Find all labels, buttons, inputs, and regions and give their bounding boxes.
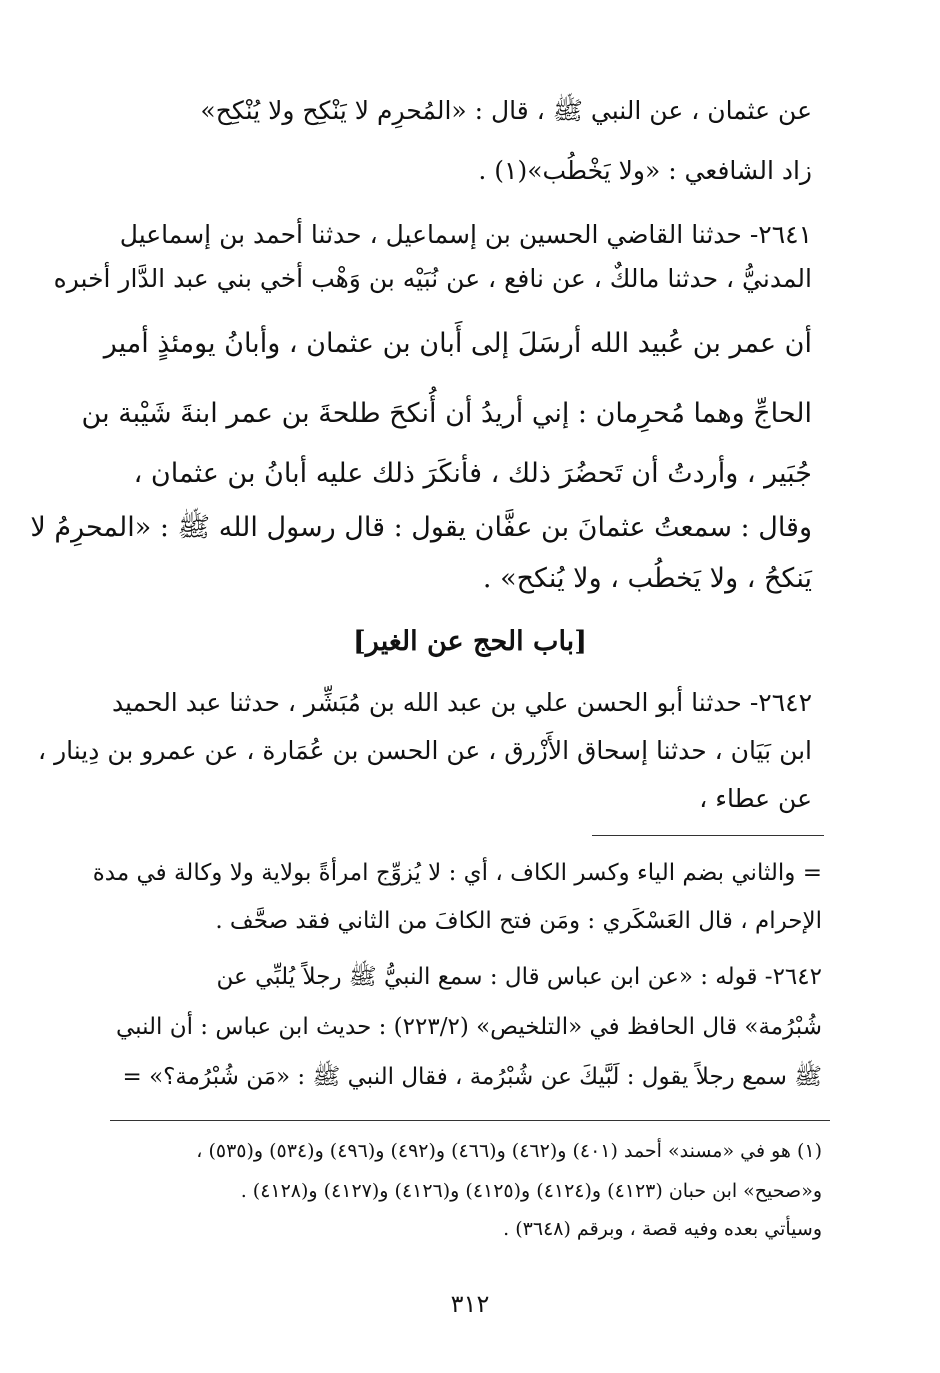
commentary-line: ﷺ سمع رجلاً يقول : لَبَّيكَ عن شُبْرُمة ، فقال النبي ﷺ : «مَن شُبْرُمة؟» = bbox=[122, 1064, 822, 1090]
text-line: الحاجِّ وهما مُحرِمان : إني أريدُ أن أُنكحَ طلحةَ بن عمر ابنةَ شَيْبة بن bbox=[81, 398, 812, 429]
text-line: جُبَير ، وأردتُ أن تَحضُرَ ذلك ، فأنكَرَ ذلك عليه أبانُ بن عثمان ، bbox=[133, 458, 812, 489]
text-line: عن عثمان ، عن النبي ﷺ ، قال : «المُحرِم لا يَنْكِح ولا يُنْكِح» bbox=[200, 96, 812, 125]
text-line: زاد الشافعي : «ولا يَخْطُب»(١) . bbox=[478, 156, 812, 185]
text-line: وقال : سمعتُ عثمانَ بن عفَّان يقول : قال رسول الله ﷺ : «المحرِمُ لا bbox=[30, 512, 812, 543]
hadith-2642-line: ٢٦٤٢- حدثنا أبو الحسن علي بن عبد الله بن مُبَشِّر ، حدثنا عبد الحميد bbox=[111, 688, 812, 717]
page-number: ٣١٢ bbox=[450, 1290, 490, 1318]
commentary-separator bbox=[592, 835, 824, 836]
footnote-line: وسيأتي بعده وفيه قصة ، وبرقم (٣٦٤٨) . bbox=[503, 1218, 822, 1240]
commentary-line: = والثاني بضم الياء وكسر الكاف ، أي : لا يُزوِّج امرأةً بولاية ولا وكالة في مدة bbox=[92, 860, 822, 886]
footnote-line: (١) هو في «مسند» أحمد (٤٠١) و(٤٦٢) و(٤٦٦) و(٤٩٢) و(٤٩٦) و(٥٣٤) و(٥٣٥) ، bbox=[196, 1140, 822, 1162]
chapter-heading: [باب الحج عن الغير] bbox=[353, 626, 587, 657]
text-line: أن عمر بن عُبيد الله أرسَلَ إلى أَبان بن عثمان ، وأبانُ يومئذٍ أمير bbox=[103, 328, 812, 359]
commentary-line: شُبْرُمة» قال الحافظ في «التلخيص» (٢٢٣/٢) : حديث ابن عباس : أن النبي bbox=[115, 1014, 822, 1040]
hadith-2641-line: ٢٦٤١- حدثنا القاضي الحسين بن إسماعيل ، حدثنا أحمد بن إسماعيل bbox=[119, 220, 812, 249]
hadith-2642-line: ابن بَيَان ، حدثنا إسحاق الأَزْرق ، عن الحسن بن عُمَارة ، عن عمرو بن دِينار ، bbox=[38, 736, 812, 765]
commentary-line: ٢٦٤٢- قوله : «عن ابن عباس قال : سمع النبيُّ ﷺ رجلاً يُلبِّي عن bbox=[216, 964, 822, 990]
hadith-2641-line: المدنيُّ ، حدثنا مالكٌ ، عن نافع ، عن نُبَيْه بن وَهْب أخي بني عبد الدَّار أخبره bbox=[53, 264, 812, 293]
commentary-line: الإحرام ، قال العَسْكَري : ومَن فتح الكافَ من الثاني فقد صحَّف . bbox=[215, 908, 822, 934]
footnote-line: و«صحيح» ابن حبان (٤١٢٣) و(٤١٢٤) و(٤١٢٥) و(٤١٢٦) و(٤١٢٧) و(٤١٢٨) . bbox=[240, 1180, 822, 1202]
footnote-separator bbox=[110, 1120, 830, 1121]
hadith-2642-line: عن عطاء ، bbox=[699, 784, 812, 813]
text-line: يَنكحُ ، ولا يَخطُب ، ولا يُنكح» . bbox=[482, 563, 812, 594]
